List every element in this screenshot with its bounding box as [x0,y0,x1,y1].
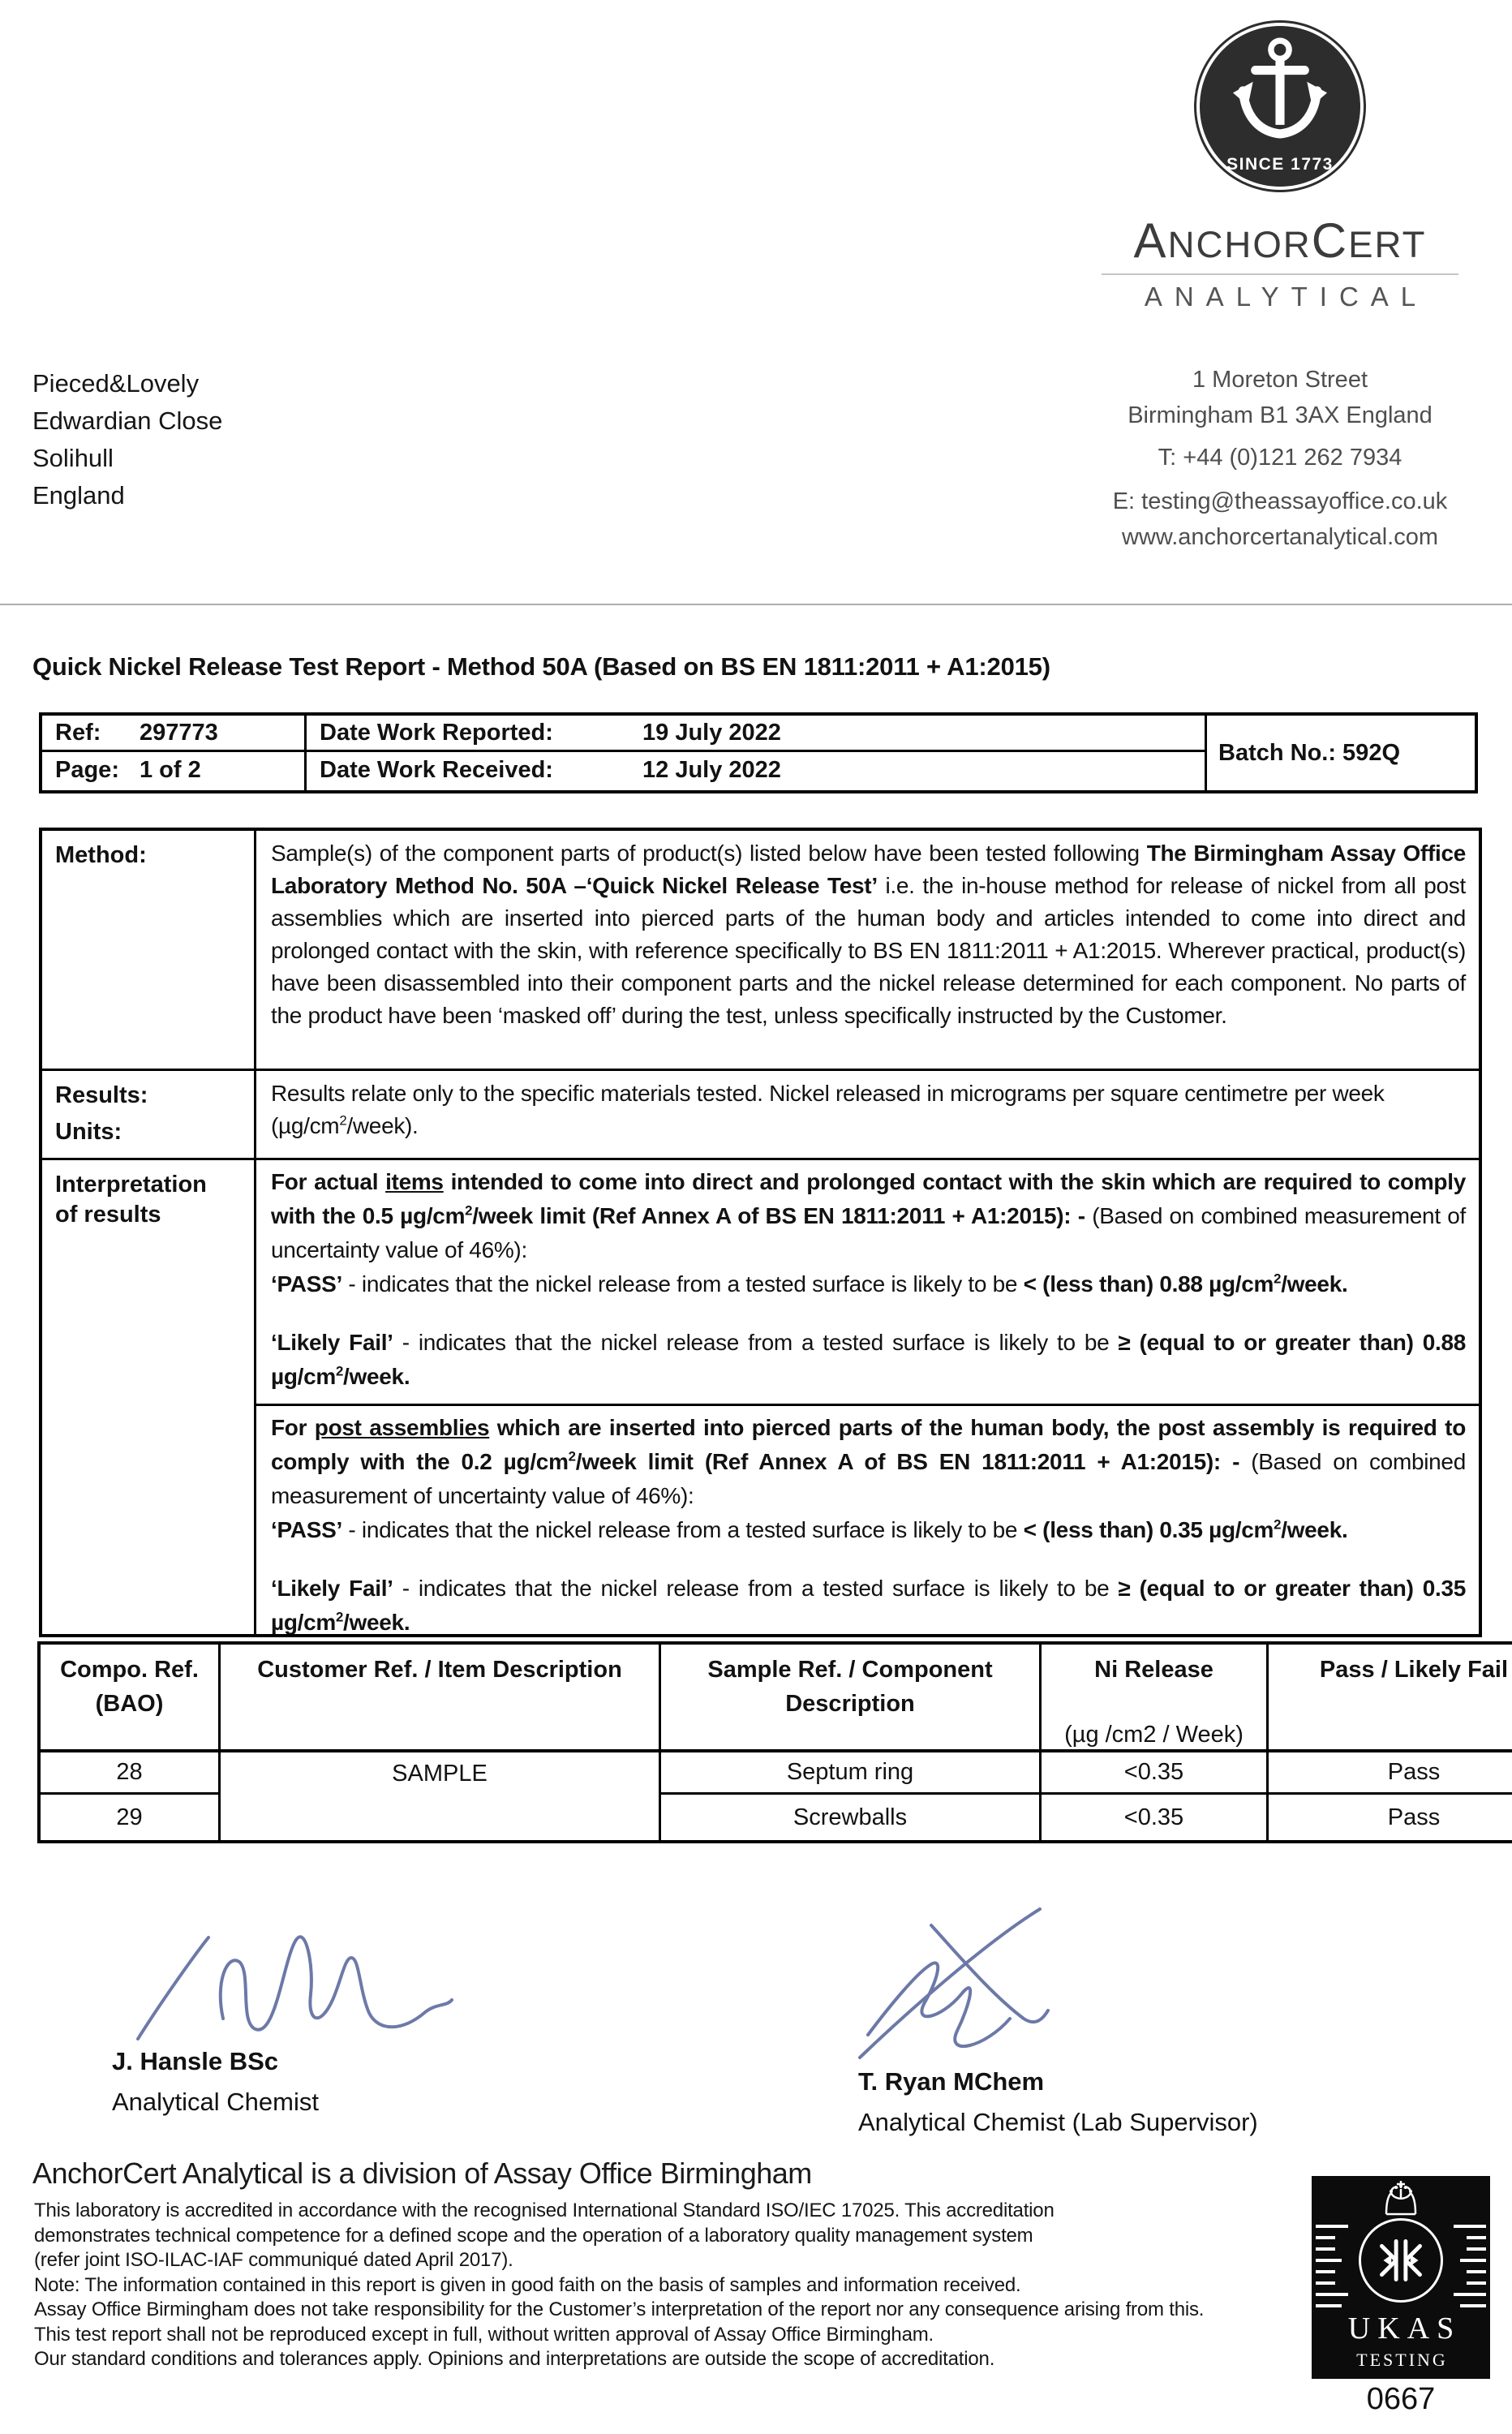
ukas-accreditation-badge [1312,2176,1490,2379]
signature-right-title: Analytical Chemist (Lab Supervisor) [858,2108,1258,2136]
date-received-value: 12 July 2022 [642,757,781,783]
page-value: 1 of 2 [140,757,201,783]
ukas-number: 0667 [1366,2382,1436,2416]
interp2-pass: ‘PASS’ - indicates that the nickel release from a tested surface is likely to be < (less than) 0.35 $\mu g/cm^2$/week. [271,1516,1348,1542]
customer-address-line: Solihull [32,444,114,472]
ukas-right-lines-icon [1452,2225,1486,2316]
dates-column [307,716,1207,790]
footer-line: Assay Office Birmingham does not take responsibility for the Customer’s interpretation of the report nor any consequence arising from this. [34,2299,1205,2320]
customer-address-line: England [32,481,125,510]
lab-address [1102,362,1458,555]
interpretation-label-line1: Interpretation [55,1172,207,1198]
page-label: Page: [55,757,119,783]
ref-label: Ref: [55,719,101,746]
ukas-circle [1359,2218,1443,2303]
signature-left-name: J. Hansle BSc [112,2047,279,2075]
ukas-left-lines-icon [1316,2225,1350,2316]
results-units-label [42,1071,256,1158]
interpretation-label-line2: of results [55,1202,161,1228]
page-title: Quick Nickel Release Test Report - Method 50A (Based on BS EN 1811:2011 + A1:2015) [32,652,1050,681]
method-label: Method: [42,831,256,1069]
ukas-mark-icon [1361,2221,1441,2300]
interp1-pass: ‘PASS’ - indicates that the nickel release from a tested surface is likely to be < (less than) 0.88 $\mu g/cm^2$/week. [271,1271,1348,1297]
lab-phone: T: +44 (0)121 262 7934 [1158,445,1402,471]
interp2-likely-fail: ‘Likely Fail’ - indicates that the nickel release from a tested surface is likely to be ≥ (equal to or greater than) 0.35 $\mu g/cm^2$/week. [271,1576,1466,1634]
customer-address [32,365,222,514]
col-header-customer-ref: Customer Ref. / Item Description [221,1645,661,1752]
ref-row [42,716,304,752]
interp1-intro: For actual items intended to come into direct and prolonged contact with the skin which are required to comply with the 0.5 $\mu g/cm^2$/week limit (Ref Annex A of BS EN 1811:2011 + A1:2015): - (Based on combined measurement of uncertainty value of 46%): [271,1169,1466,1262]
crown-icon [1375,2178,1427,2217]
ni-release-unit: (µg /cm2 / Week) [1064,1722,1244,1748]
table-cell-result: Pass [1387,1804,1441,1830]
footer-line: Our standard conditions and tolerances apply. Opinions and interpretations are outside the scope of accreditation. [34,2348,995,2370]
table-cell-component: Screwballs [661,1795,1042,1840]
lab-email: E: testing@theassayoffice.co.uk [1112,488,1448,514]
table-cell-customer-ref: SAMPLE [221,1752,661,1840]
date-reported-value: 19 July 2022 [642,719,781,746]
date-received-label: Date Work Received: [320,757,553,783]
method-text: Sample(s) of the component parts of product(s) listed below have been tested following The Birmingham Assay Office Laboratory Method No. 50A –‘Quick Nickel Release Test’ i.e. the in-house method for release of nickel from all post assemblies which are inserted into pierced parts of the human body and articles intended to come into direct and prolonged contact with the skin, with reference specifically to BS EN 1811:2011 + A1:2015. Wherever practical, product(s) have been disassembled into their component parts and the nickel release determined for each component. No parts of the product have been ‘masked off’ during the test, unless specifically instructed by the Customer. [271,841,1466,1028]
customer-address-line: Pieced&Lovely [32,369,200,398]
method-table [39,828,1482,1637]
header-divider [0,604,1512,605]
batch-number: Batch No.: 592Q [1218,739,1400,766]
lab-website: www.anchorcertanalytical.com [1121,524,1439,550]
footer-line: Note: The information contained in this report is given in good faith on the basis of samples and information received. [34,2273,1021,2296]
reference-table [39,712,1478,793]
footer-line: This test report shall not be reproduced except in full, without written approval of Assay Office Birmingham. [34,2323,934,2346]
table-cell-result: Pass [1269,1752,1512,1795]
footer-disclaimer [34,2199,1204,2372]
table-cell-component: Septum ring [661,1752,1042,1795]
col-header-sample-ref: Sample Ref. / Component Description [661,1645,1042,1752]
results-units-row [42,1071,1479,1160]
col-header-ni-release: Ni Release (µg /cm2 / Week) [1042,1645,1269,1752]
company-logo [1102,16,1458,312]
lab-city: Birmingham B1 3AX England [1128,402,1433,428]
table-cell-compo-ref: 29 [41,1795,221,1840]
interpretation-row [42,1160,1479,1634]
table-cell-ni-release: <0.35 [1042,1795,1269,1840]
anchor-icon [1230,36,1330,151]
ukas-type: TESTING [1356,2350,1448,2370]
ref-page-column [42,716,307,790]
table-cell-compo-ref: 28 [41,1752,221,1795]
results-label: Results: [55,1082,148,1108]
page-row [42,752,304,789]
brand-name: ANCHORCERT [1133,213,1427,268]
signature-left-title: Analytical Chemist [112,2088,319,2116]
col-header-pass-fail: Pass / Likely Fail [1269,1645,1512,1752]
footer-line: This laboratory is accredited in accordance with the recognised International Standard ISO/IEC 17025. This accreditation [34,2200,1055,2221]
results-text: Results relate only to the specific materials tested. Nickel released in micrograms per square centimetre per week $(\mu g/cm^2/week)$. [271,1081,1385,1138]
interpretation-body [256,1160,1479,1634]
customer-address-line: Edwardian Close [32,406,223,435]
table-cell-ni-release: <0.35 [1042,1752,1269,1795]
interpretation-actual-items [256,1160,1479,1406]
signature-right-icon [835,1897,1095,2079]
date-received-row [307,752,1205,789]
date-reported-row [307,716,1205,752]
units-label: Units: [55,1119,122,1145]
interpretation-post-assemblies [256,1406,1479,1634]
method-row [42,831,1479,1071]
signature-right-name: T. Ryan MChem [858,2067,1045,2096]
anchor-badge [1200,26,1360,187]
lab-street: 1 Moreton Street [1192,367,1368,393]
interpretation-label [42,1160,256,1634]
interp1-likely-fail: ‘Likely Fail’ - indicates that the nickel release from a tested surface is likely to be ≥ (equal to or greater than) 0.88 $\mu g/cm^2$/week. [271,1330,1466,1389]
brand-subtitle: ANALYTICAL [1144,282,1428,312]
footer-heading: AnchorCert Analytical is a division of Assay Office Birmingham [32,2157,812,2190]
ukas-name: UKAS [1347,2311,1462,2346]
footer-line: demonstrates technical competence for a defined scope and the operation of a laboratory quality management system [34,2224,1033,2247]
since-text: SINCE 1773 [1226,155,1334,174]
brand-divider [1102,273,1458,275]
interp2-intro: For post assemblies which are inserted into pierced parts of the human body, the post assembly is required to comply with the 0.2 $\mu g/cm^2$/week limit (Ref Annex A of BS EN 1811:2011 + A1:2015): - (Based on combined measurement of uncertainty value of 46%): [271,1415,1466,1508]
ref-value: 297773 [140,719,218,746]
date-reported-label: Date Work Reported: [320,719,553,746]
footer-line: (refer joint ISO-ILAC-IAF communiqué dated April 2017). [34,2249,513,2271]
results-table [37,1641,1512,1843]
col-header-compo-ref: Compo. Ref. (BAO) [41,1645,221,1752]
